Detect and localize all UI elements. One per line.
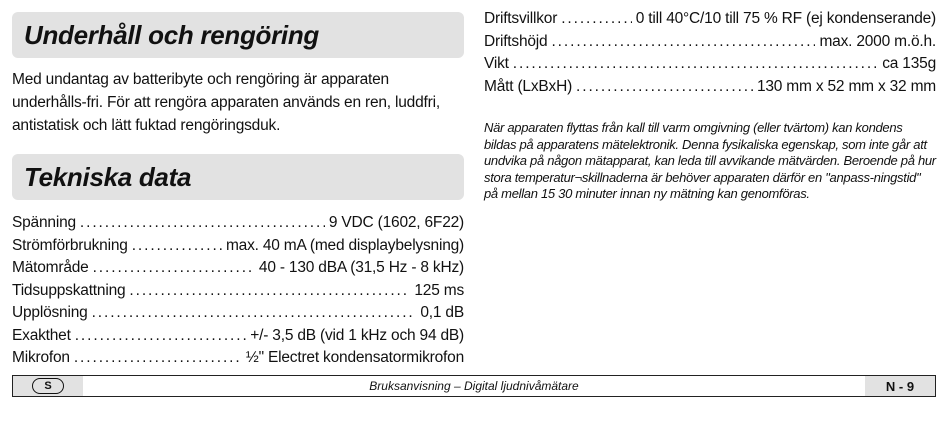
spec-label: Mikrofon (12, 349, 70, 366)
footer-title: Bruksanvisning – Digital ljudnivåmätare (369, 379, 579, 393)
spec-value: +/- 3,5 dB (vid 1 kHz och 94 dB) (250, 326, 464, 344)
condensation-note: När apparaten flyttas från kall till varm omgivning (eller tvärtom) kan kondens bildas på apparatens mätelektronik. Denna fysikaliska egenskap, som inte går att undvika på någon mätapparat, kan leda till avvikande mätvärden. Beroende på hur stora temperatur¬skillnaderna är behöver apparaten därför en "anpass-ningstid" på mellan 15 30 minuter innan ny mätning kan genomföras. (484, 120, 936, 201)
maintenance-heading: Underhåll och rengöring (24, 19, 320, 50)
spec-value: max. 2000 m.ö.h. (819, 32, 936, 50)
language-badge (13, 376, 83, 396)
spec-value: 0 till 40°C/10 till 75 % RF (ej kondenserande) (635, 10, 936, 27)
spec-label: Mätområde (12, 259, 89, 276)
spec-label: Exakthet (12, 326, 71, 344)
page-number: N - 9 (865, 376, 935, 396)
dot-leader (93, 257, 255, 280)
left-column (12, 12, 464, 370)
dot-leader (74, 347, 242, 370)
spec-row-dimensions (484, 76, 936, 99)
dot-leader (129, 280, 410, 303)
spec-label: Mått (LxBxH) (484, 77, 573, 95)
dot-leader (513, 53, 878, 76)
spec-row-microphone (12, 347, 464, 370)
spec-value: max. 40 mA (med displaybelysning) (225, 236, 464, 254)
maintenance-text: Med undantag av batteribyte och rengöring är apparaten underhålls-fri. För att rengöra apparaten används en ren, luddfri, antistatisk och lätt fuktad rengöringsduk. (12, 71, 440, 134)
spec-label: Strömförbrukning (12, 236, 128, 254)
spec-row-voltage (12, 212, 464, 235)
tech-heading: Tekniska data (24, 161, 192, 192)
language-code: S (32, 378, 64, 394)
dot-leader (551, 31, 815, 54)
dot-leader (132, 235, 222, 258)
tech-spec-list (12, 212, 464, 370)
spec-row-range (12, 257, 464, 280)
spec-value: 130 mm x 52 mm x 32 mm (756, 77, 936, 95)
spec-value: 125 ms (414, 281, 464, 299)
dot-leader (561, 8, 632, 31)
operating-spec-list (484, 8, 936, 98)
spec-row-resolution (12, 302, 464, 325)
spec-value: 40 - 130 dBA (31,5 Hz - 8 kHz) (258, 259, 464, 276)
right-column (484, 8, 936, 203)
spec-label: Driftsvillkor (484, 10, 558, 27)
dot-leader (576, 76, 753, 99)
spec-row-accuracy (12, 325, 464, 348)
spec-row-conditions (484, 8, 936, 31)
spec-row-altitude (484, 31, 936, 54)
dot-leader (80, 212, 325, 235)
spec-row-weight (484, 53, 936, 76)
spec-value: ½" Electret kondensatormikrofon (245, 349, 464, 366)
dot-leader (75, 325, 247, 348)
spec-label: Tidsuppskattning (12, 281, 126, 299)
spec-label: Driftshöjd (484, 32, 548, 50)
spec-label: Spänning (12, 214, 76, 231)
spec-label: Upplösning (12, 304, 88, 321)
spec-value: ca 135g (882, 55, 936, 72)
tech-heading-box (12, 154, 464, 200)
maintenance-heading-box (12, 12, 464, 58)
page-footer (12, 375, 936, 397)
spec-row-timing (12, 280, 464, 303)
spec-value: 9 VDC (1602, 6F22) (328, 214, 464, 231)
spec-label: Vikt (484, 55, 509, 72)
spec-row-power (12, 235, 464, 258)
dot-leader (92, 302, 417, 325)
spec-value: 0,1 dB (420, 304, 464, 321)
